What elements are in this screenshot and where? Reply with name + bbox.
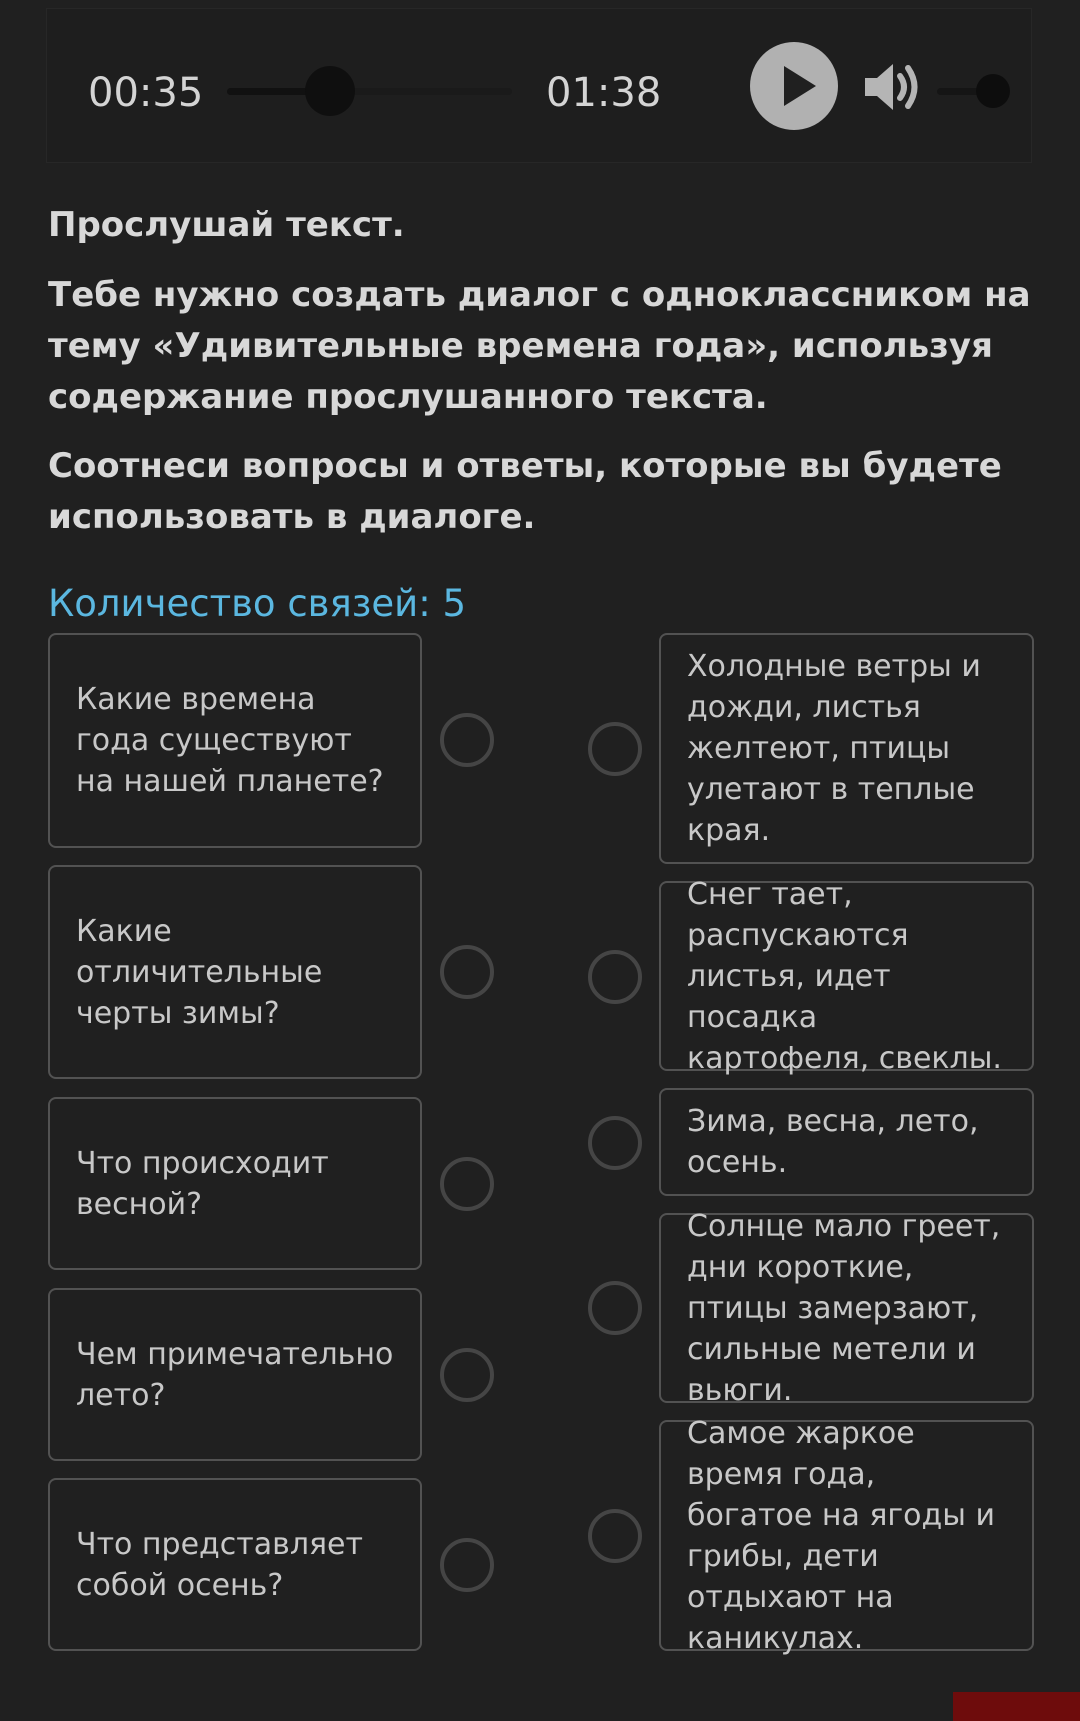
question-text: Что представляет собой осень? [76,1526,363,1603]
question-card[interactable] [48,1478,422,1651]
volume-thumb[interactable] [976,74,1010,108]
current-time: 00:35 [88,70,204,116]
answer-connector[interactable] [588,722,642,776]
question-card[interactable] [48,865,422,1079]
answer-connector[interactable] [588,1116,642,1170]
question-connector[interactable] [440,1157,494,1211]
volume-slider[interactable] [937,88,999,95]
play-button[interactable] [750,42,838,130]
answer-text: Зима, весна, лето, осень. [687,1104,979,1180]
question-card[interactable] [48,633,422,848]
answer-card[interactable] [659,1088,1034,1196]
question-text: Чем примечательно лето? [76,1336,394,1413]
answer-connector[interactable] [588,1509,642,1563]
instruction-listen: Прослушай текст. [48,205,405,245]
answer-card[interactable] [659,633,1034,864]
answer-card[interactable] [659,1415,1034,1656]
answer-connector[interactable] [588,950,642,1004]
seek-thumb[interactable] [305,66,355,116]
instruction-task: Тебе нужно создать диалог с одноклассником на тему «Удивительные времена года», используя содержание прослушанного текста. [48,275,1031,417]
answer-text: Самое жаркое время года, богатое на ягоды и грибы, дети отдыхают на каникулах. [687,1415,995,1656]
instruction-match: Соотнеси вопросы и ответы, которые вы будете использовать в диалоге. [48,446,1002,537]
question-connector[interactable] [440,1348,494,1402]
question-text: Какие времена года существуют на нашей планете? [76,682,384,799]
question-connector[interactable] [440,713,494,767]
answer-text: Солнце мало греет, дни короткие, птицы замерзают, сильные метели и вьюги. [687,1208,1001,1408]
question-card[interactable] [48,1097,422,1270]
answer-card[interactable] [659,1208,1034,1408]
question-card[interactable] [48,1288,422,1461]
answer-connector[interactable] [588,1281,642,1335]
answer-text: Холодные ветры и дожди, листья желтеют, птицы улетают в теплые края. [687,649,981,848]
question-connector[interactable] [440,1538,494,1592]
volume-icon[interactable] [861,59,921,115]
question-text: Что происходит весной? [76,1145,329,1222]
duration-time: 01:38 [546,70,662,116]
play-icon [750,42,838,130]
connections-count: Количество связей: 5 [48,582,466,625]
audio-player [46,8,1032,163]
question-connector[interactable] [440,945,494,999]
answer-card[interactable] [659,876,1034,1076]
corner-button[interactable] [953,1692,1080,1721]
answer-text: Снег тает, распускаются листья, идет посадка картофеля, свеклы. [687,876,1002,1076]
question-text: Какие отличительные черты зимы? [76,913,323,1031]
seek-slider[interactable] [227,88,512,95]
